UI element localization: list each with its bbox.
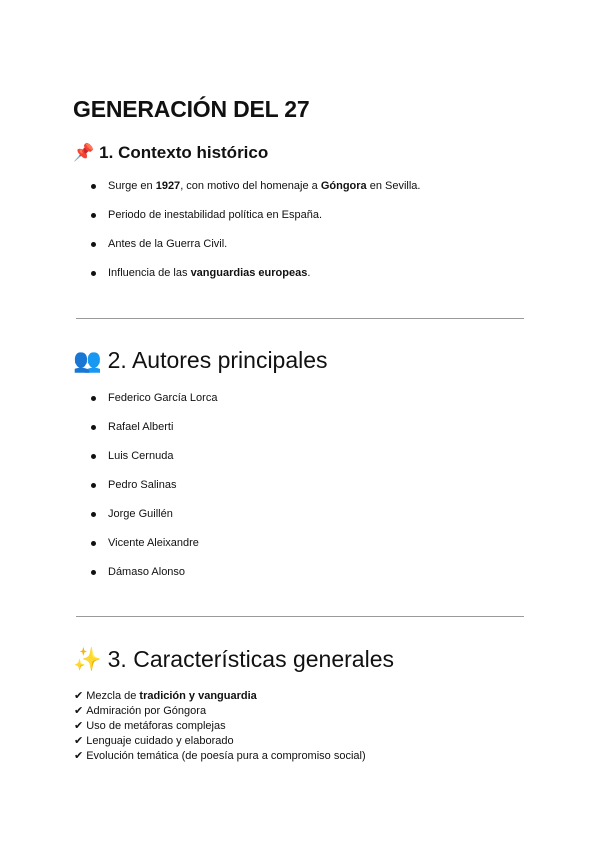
pushpin-icon: 📌: [73, 143, 95, 163]
list-item: [74, 733, 366, 748]
item-text: Evolución temática (de poesía pura a compromiso social): [86, 750, 366, 762]
list-item: [91, 507, 217, 536]
item-text: Rafael Alberti: [108, 421, 174, 433]
characteristics-list: [74, 688, 366, 763]
authors-list: [91, 391, 217, 594]
item-text: Surge en: [108, 180, 156, 192]
list-item: [91, 449, 217, 478]
item-bold-text: Góngora: [320, 180, 367, 192]
item-text: Vicente Aleixandre: [108, 537, 199, 549]
checkmark-icon: ✔: [74, 719, 84, 732]
section-divider: [76, 616, 524, 617]
item-text: Uso de metáforas complejas: [86, 720, 226, 732]
item-text: Pedro Salinas: [108, 479, 177, 491]
item-text: Dámaso Alonso: [108, 566, 186, 578]
list-item: [91, 536, 217, 565]
checkmark-icon: ✔: [74, 749, 84, 762]
section-heading-text: 3. Características generales: [107, 646, 394, 672]
list-item: [91, 565, 217, 594]
checkmark-icon: ✔: [74, 734, 84, 747]
section-heading-text: 1. Contexto histórico: [99, 143, 269, 162]
list-item: [91, 420, 217, 449]
context-list: [91, 179, 420, 295]
item-text: Admiración por Góngora: [86, 705, 207, 717]
list-item: [91, 208, 420, 237]
item-text: Luis Cernuda: [108, 450, 174, 462]
section-heading-autores: [73, 347, 328, 374]
section-divider: [76, 318, 524, 319]
item-text: Mezcla de: [86, 690, 140, 702]
section-heading-text: 2. Autores principales: [107, 347, 328, 373]
item-text: , con motivo del homenaje a: [180, 180, 321, 192]
list-item: [91, 478, 217, 507]
sparkles-icon: ✨: [73, 647, 102, 673]
list-item: [74, 748, 366, 763]
list-item: [91, 391, 217, 420]
list-item: [74, 703, 366, 718]
people-icon: 👥: [73, 348, 102, 374]
item-text: en Sevilla.: [366, 180, 421, 192]
checkmark-icon: ✔: [74, 689, 84, 702]
item-bold-text: 1927: [155, 180, 181, 192]
list-item: [91, 266, 420, 295]
item-text: Jorge Guillén: [108, 508, 173, 520]
item-text: Federico García Lorca: [108, 392, 218, 404]
item-text: Influencia de las: [108, 267, 191, 279]
checkmark-icon: ✔: [74, 704, 84, 717]
section-heading-contexto: [73, 143, 268, 163]
item-text: Antes de la Guerra Civil.: [108, 238, 228, 250]
document-title: GENERACIÓN DEL 27: [73, 96, 310, 122]
item-bold-text: tradición y vanguardia: [139, 690, 257, 702]
item-text: .: [307, 267, 311, 279]
list-item: [91, 179, 420, 208]
item-text: Periodo de inestabilidad política en España.: [108, 209, 323, 221]
section-heading-caracteristicas: [73, 646, 394, 673]
list-item: [74, 718, 366, 733]
list-item: [91, 237, 420, 266]
list-item: [74, 688, 366, 703]
item-text: Lenguaje cuidado y elaborado: [86, 735, 234, 747]
item-bold-text: vanguardias europeas: [190, 267, 308, 279]
